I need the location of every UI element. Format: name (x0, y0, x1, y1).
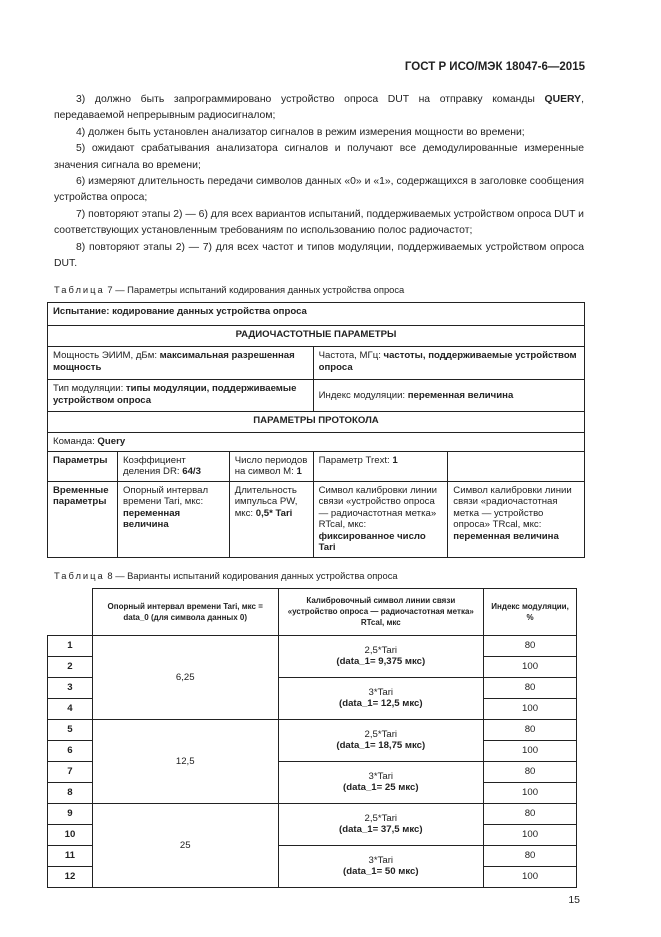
rtcal-formula: 2,5*Tari (364, 728, 398, 740)
row-label: Параметры (48, 451, 118, 481)
table-8 (47, 588, 577, 888)
rtcal-data: (data_1= 50 мкс) (343, 866, 419, 878)
rtcal-cell (278, 719, 484, 761)
row-number: 3 (48, 677, 93, 698)
modulation-index: 100 (484, 740, 577, 761)
paragraph: 6) измеряют длительность передачи символов данных «0» и «1», содержащихся в заголовке сообщения устройства опроса; (54, 176, 584, 204)
column-header: Индекс модуляции, % (484, 588, 577, 635)
tari-cell: 25 (92, 803, 278, 887)
tari-cell: 6,25 (92, 635, 278, 719)
row-number: 9 (48, 803, 93, 824)
paragraph: 4) должен быть установлен анализатор сигналов в режим измерения мощности во времени; (76, 126, 525, 138)
row-number: 5 (48, 719, 93, 740)
row-number: 2 (48, 656, 93, 677)
table7-caption: Таблица 7 — Параметры испытаний кодирования данных устройства опроса (54, 284, 405, 296)
rtcal-data: (data_1= 12,5 мкс) (339, 698, 423, 710)
rtcal-data: (data_1= 25 мкс) (343, 782, 419, 794)
section-header: ПАРАМЕТРЫ ПРОТОКОЛА (48, 412, 585, 433)
row-number: 6 (48, 740, 93, 761)
modulation-index: 100 (484, 656, 577, 677)
table-title: Испытание: кодирование данных устройства опроса (48, 303, 585, 326)
table8-caption: Таблица 8 — Варианты испытаний кодирования данных устройства опроса (54, 569, 398, 581)
rtcal-formula: 2,5*Tari (364, 644, 398, 656)
cell-command: Команда: Query (48, 433, 585, 452)
table-row (48, 803, 577, 824)
cell-frequency: Частота, МГц: частоты, поддерживаемые устройством опроса (313, 347, 584, 380)
row-label: Временные параметры (48, 481, 118, 557)
cell-empty (448, 451, 585, 481)
row-number: 11 (48, 845, 93, 866)
modulation-index: 100 (484, 824, 577, 845)
modulation-index: 100 (484, 782, 577, 803)
section-header: РАДИОЧАСТОТНЫЕ ПАРАМЕТРЫ (48, 326, 585, 347)
page (47, 0, 585, 937)
modulation-index: 80 (484, 719, 577, 740)
cell-modulation: Тип модуляции: типы модуляции, поддерживаемые устройством опроса (48, 380, 314, 412)
row-number: 4 (48, 698, 93, 719)
row-number: 7 (48, 761, 93, 782)
table-row (48, 719, 577, 740)
rtcal-formula: 3*Tari (368, 686, 394, 698)
row-number: 1 (48, 635, 93, 656)
table-row (48, 635, 577, 656)
tari-cell: 12,5 (92, 719, 278, 803)
column-header: Опорный интервал времени Tari, мкс = data_0 (для символа данных 0) (92, 588, 278, 635)
cell-dr: Коэффициент деления DR: 64/3 (117, 451, 229, 481)
rtcal-formula: 3*Tari (368, 854, 394, 866)
cell-trcal: Символ калибровки линии связи «радиочастотная метка — устройство опроса» TRcal, мкс: переменная величина (448, 481, 585, 557)
body-text (54, 92, 584, 272)
modulation-index: 80 (484, 635, 577, 656)
modulation-index: 100 (484, 866, 577, 887)
rtcal-formula: 3*Tari (368, 770, 394, 782)
rtcal-cell (278, 845, 484, 887)
cell-rtcal: Символ калибровки линии связи «устройство опроса — радиочастотная метка» RTcal, мкс: фиксированное число Tari (313, 481, 448, 557)
row-number: 10 (48, 824, 93, 845)
cell-power: Мощность ЭИИМ, дБм: максимальная разрешенная мощность (48, 347, 314, 380)
rtcal-data: (data_1= 18,75 мкс) (336, 740, 426, 752)
modulation-index: 100 (484, 698, 577, 719)
paragraph: 3) должно быть запрограммировано устройство опроса DUT на отправку команды QUERY, передаваемой непрерывным радиосигналом; (54, 94, 584, 122)
rtcal-cell (278, 761, 484, 803)
row-number: 8 (48, 782, 93, 803)
paragraph: 5) ожидают срабатывания анализатора сигналов и получают все демодулированные измеренные значения сигнала во времени; (54, 143, 584, 171)
cell-tari: Опорный интервал времени Tari, мкс: переменная величина (117, 481, 229, 557)
paragraph: 7) повторяют этапы 2) — 6) для всех вариантов испытаний, поддерживаемых устройством опроса DUT и соответствующих установленным требованиям по использованию полос радиочастот; (54, 208, 584, 237)
rtcal-cell (278, 803, 484, 845)
rtcal-data: (data_1= 37,5 мкс) (339, 824, 423, 836)
page-number: 15 (568, 893, 580, 906)
table-7 (47, 302, 585, 558)
modulation-index: 80 (484, 761, 577, 782)
modulation-index: 80 (484, 845, 577, 866)
column-header: Калибровочный символ линии связи «устройство опроса — радиочастотная метка» RTcal, мкс (278, 588, 484, 635)
rtcal-data: (data_1= 9,375 мкс) (336, 656, 426, 668)
cell-mod-index: Индекс модуляции: переменная величина (313, 380, 584, 412)
cell-trext: Параметр Trext: 1 (313, 451, 448, 481)
row-number: 12 (48, 866, 93, 887)
corner-cell (48, 588, 93, 635)
modulation-index: 80 (484, 677, 577, 698)
cell-pw: Длительность импульса PW, мкс: 0,5* Tari (229, 481, 313, 557)
rtcal-cell (278, 677, 484, 719)
document-header: ГОСТ Р ИСО/МЭК 18047-6—2015 (404, 61, 585, 73)
rtcal-cell (278, 635, 484, 677)
modulation-index: 80 (484, 803, 577, 824)
rtcal-formula: 2,5*Tari (364, 812, 398, 824)
paragraph: 8) повторяют этапы 2) — 7) для всех частот и типов модуляции, поддерживаемых устройством опроса DUT. (54, 241, 584, 270)
cell-m: Число периодов на символ M: 1 (229, 451, 313, 481)
